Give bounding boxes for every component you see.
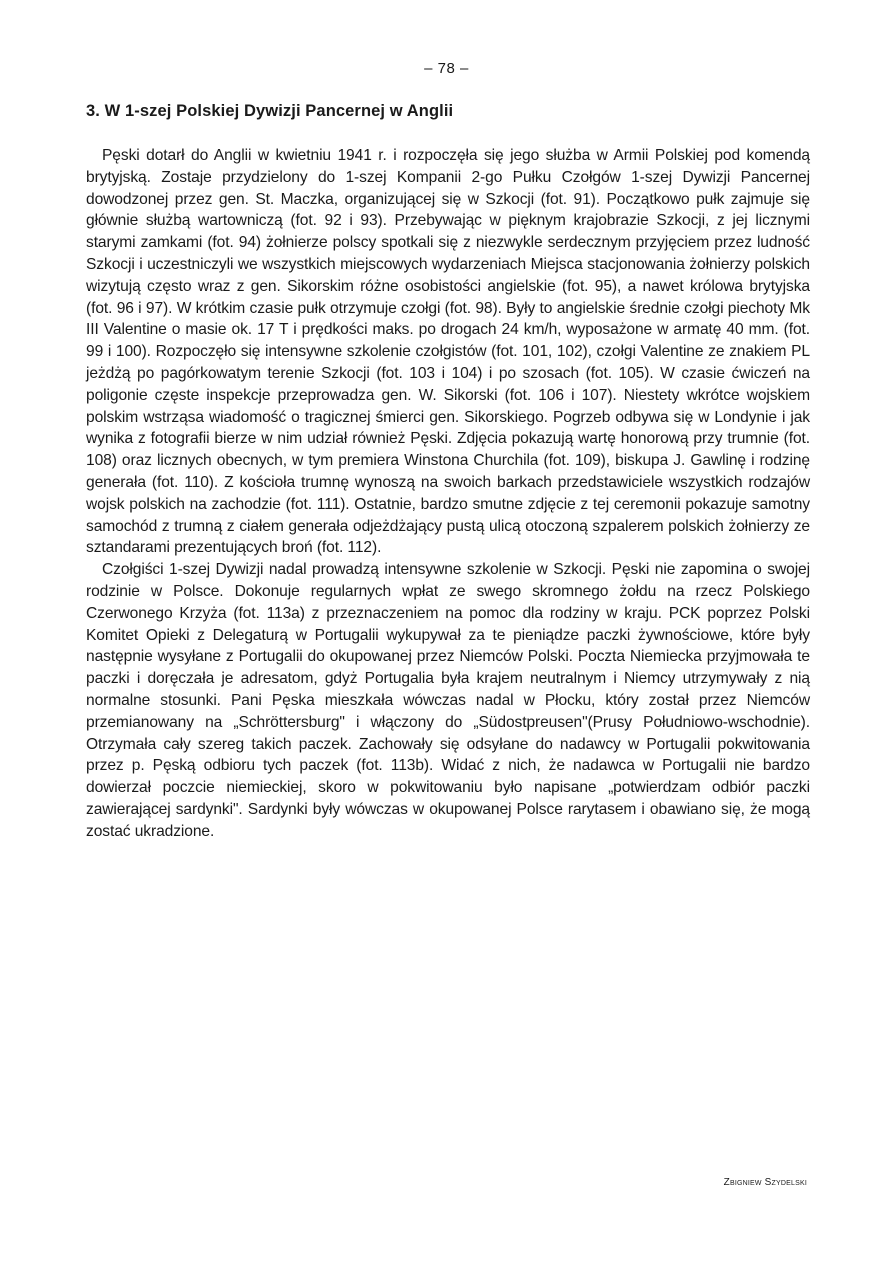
section-title: 3. W 1-szej Polskiej Dywizji Pancernej w Anglii bbox=[86, 102, 454, 120]
paragraph: Czołgiści 1-szej Dywizji nadal prowadzą intensywne szkolenie w Szkocji. Pęski nie zapomina o swojej rodzinie w Polsce. Dokonuje regularnych wpłat ze swego skromnego żołdu na rzecz Polskiego Czerwonego Krzyża (fot. 113a) z przeznaczeniem na pomoc dla rodziny w kraju. PCK poprzez Polski Komitet Opieki z Delegaturą w Portugalii wykupywał za te pieniądze paczki żywnościowe, które były następnie wysyłane z Portugalii do okupowanej przez Niemców Polski. Poczta Niemiecka przyjmowała te paczki i doręczała je adresatom, gdyż Portugalia była krajem neutralnym i Niemcy utrzymywały z nią normalne stosunki. Pani Pęska mieszkała wówczas nadal w Płocku, który został przez Niemców przemianowany na „Schröttersburg" i włączony do „Südostpreusen"(Prusy Południowo-wschodnie). Otrzymała cały szereg takich paczek. Zachowały się odsyłane do nadawcy w Portugalii pokwitowania przez p. Pęską odbioru tych paczek (fot. 113b). Widać z nich, że nadawca w Portugalii nie bardzo dowierzał poczcie niemieckiej, skoro w pokwitowaniu było napisane „potwierdzam odbiór paczki zawierającej sardynki". Sardynki były wówczas w okupowanej Polsce rarytasem i obawiano się, że mogą zostać ukradzione. bbox=[86, 561, 810, 840]
paragraph: Pęski dotarł do Anglii w kwietniu 1941 r. i rozpoczęła się jego służba w Armii Polskiej pod komendą brytyjską. Zostaje przydzielony do 1-szej Kompanii 2-go Pułku Czołgów 1-szej Dywizji Pancernej dowodzonej przez gen. St. Maczka, organizującej się w Szkocji (fot. 91). Początkowo pułk zajmuje się głównie służbą wartowniczą (fot. 92 i 93). Przebywając w pięknym krajobrazie Szkocji, z jej licznymi starymi zamkami (fot. 94) żołnierze polscy spotkali się z niezwykle serdecznym przyjęciem przez ludność Szkocji i uczestniczyli we wszystkich miejscowych wydarzeniach Miejsca stacjonowania żołnierzy polskich wizytują często wraz z gen. Sikorskim różne osobistości angielskie (fot. 95), a nawet królowa brytyjska (fot. 96 i 97). W krótkim czasie pułk otrzymuje czołgi (fot. 98). Były to angielskie średnie czołgi piechoty Mk III Valentine o masie ok. 17 T i prędkości maks. po drogach 24 km/h, wyposażone w armatę 40 mm. (fot. 99 i 100). Rozpoczęło się intensywne szkolenie czołgistów (fot. 101, 102), czołgi Valentine ze znakiem PL jeżdżą po pagórkowatym terenie Szkocji (fot. 103 i 104) i po szosach (fot. 105). W czasie ćwiczeń na poligonie częste inspekcje przeprowadza gen. W. Sikorski (fot. 106 i 107). Niestety wkrótce wojskiem polskim wstrząsa wiadomość o tragicznej śmierci gen. Sikorskiego. Pogrzeb odbywa się w Londynie i jak wynika z fotografii bierze w nim udział również Pęski. Zdjęcia pokazują wartę honorową przy trumnie (fot. 108) oraz licznych obecnych, w tym premiera Winstona Churchila (fot. 109), biskupa J. Gawlinę i rodzinę generała (fot. 110). Z kościoła trumnę wynoszą na swoich barkach przedstawiciele wszystkich rodzajów wojsk polskich na zachodzie (fot. 111). Ostatnie, bardzo smutne zdjęcie z tej ceremonii pokazuje samotny samochód z trumną z ciałem generała odjeżdżający pustą ulicą otoczoną szpalerem polskich żołnierzy ze sztandarami prezentujących broń (fot. 112). bbox=[86, 147, 810, 557]
footer-author: Zbigniew Szydelski bbox=[723, 1177, 807, 1188]
page-number: – 78 – bbox=[424, 60, 469, 77]
body-text bbox=[86, 145, 810, 843]
